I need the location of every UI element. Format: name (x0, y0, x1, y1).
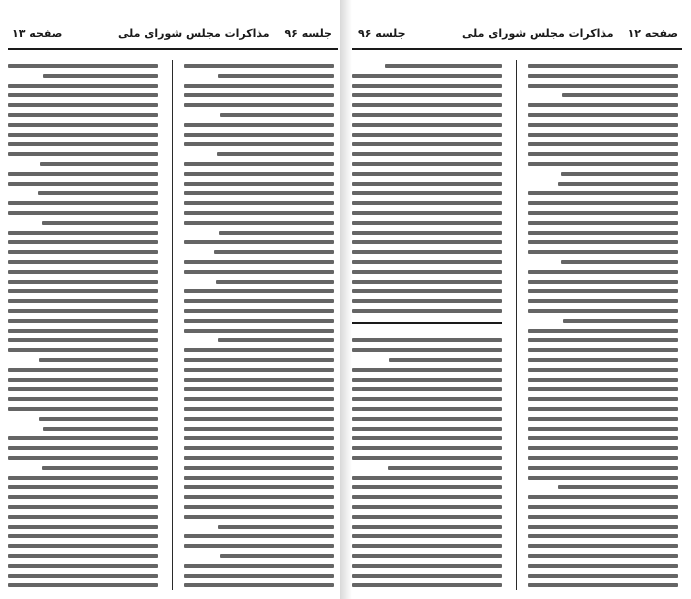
text-line-placeholder (8, 574, 158, 578)
text-line-placeholder (352, 280, 502, 284)
text-line-placeholder (352, 74, 502, 78)
text-line-placeholder (528, 446, 678, 450)
right-page-header (352, 14, 682, 50)
text-line-placeholder (352, 574, 502, 578)
text-line-placeholder (528, 348, 678, 352)
text-line-placeholder (184, 162, 334, 166)
text-line-placeholder (528, 387, 678, 391)
text-line-placeholder (352, 378, 502, 382)
text-line-placeholder (216, 280, 334, 284)
text-line-placeholder (8, 446, 158, 450)
text-line-placeholder (528, 456, 678, 460)
text-line-placeholder (528, 495, 678, 499)
text-line-placeholder (528, 289, 678, 293)
text-line-placeholder (8, 456, 158, 460)
text-line-placeholder (184, 299, 334, 303)
text-line-placeholder (352, 113, 502, 117)
text-line-placeholder (528, 299, 678, 303)
text-line-placeholder (528, 133, 678, 137)
text-line-placeholder (219, 231, 334, 235)
text-line-placeholder (562, 93, 678, 97)
text-line-placeholder (184, 485, 334, 489)
text-line-placeholder (217, 152, 334, 156)
text-line-placeholder (528, 525, 678, 529)
left-page (8, 14, 338, 594)
text-line-placeholder (528, 231, 678, 235)
text-line-placeholder (528, 103, 678, 107)
text-line-placeholder (8, 476, 158, 480)
text-line-placeholder (184, 387, 334, 391)
text-line-placeholder (352, 211, 502, 215)
text-line-placeholder (8, 485, 158, 489)
text-line-placeholder (352, 231, 502, 235)
text-line-placeholder (528, 378, 678, 382)
left-page-column-divider (172, 60, 173, 590)
text-line-placeholder (528, 152, 678, 156)
text-line-placeholder (184, 397, 334, 401)
section-divider (352, 322, 502, 324)
text-line-placeholder (352, 142, 502, 146)
text-line-placeholder (352, 348, 502, 352)
text-line-placeholder (184, 348, 334, 352)
text-line-placeholder (528, 368, 678, 372)
text-line-placeholder (8, 142, 158, 146)
text-line-placeholder (352, 133, 502, 137)
text-line-placeholder (528, 397, 678, 401)
text-line-placeholder (352, 270, 502, 274)
text-line-placeholder (561, 172, 678, 176)
text-line-placeholder (352, 93, 502, 97)
text-line-placeholder (184, 309, 334, 313)
text-line-placeholder (352, 534, 502, 538)
right-page-title: مذاکرات مجلس شورای ملی (462, 27, 614, 40)
text-line-placeholder (528, 417, 678, 421)
text-line-placeholder (528, 240, 678, 244)
text-line-placeholder (184, 172, 334, 176)
text-line-placeholder (352, 201, 502, 205)
text-line-placeholder (184, 534, 334, 538)
text-line-placeholder (8, 515, 158, 519)
text-line-placeholder (8, 338, 158, 342)
text-line-placeholder (184, 191, 334, 195)
text-line-placeholder (352, 182, 502, 186)
text-line-placeholder (184, 240, 334, 244)
text-line-placeholder (8, 182, 158, 186)
text-line-placeholder (352, 417, 502, 421)
right-page (352, 14, 682, 594)
text-line-placeholder (528, 123, 678, 127)
text-line-placeholder (352, 505, 502, 509)
text-line-placeholder (218, 525, 334, 529)
text-line-placeholder (352, 495, 502, 499)
text-line-placeholder (528, 505, 678, 509)
text-line-placeholder (8, 534, 158, 538)
text-line-placeholder (184, 564, 334, 568)
text-line-placeholder (218, 74, 334, 78)
text-line-placeholder (8, 319, 158, 323)
left-page-header (8, 14, 338, 50)
text-line-placeholder (8, 378, 158, 382)
left-page-column-left (8, 60, 158, 590)
text-line-placeholder (220, 554, 334, 558)
text-line-placeholder (352, 544, 502, 548)
text-line-placeholder (184, 211, 334, 215)
text-line-placeholder (184, 505, 334, 509)
text-line-placeholder (385, 64, 502, 68)
text-line-placeholder (528, 113, 678, 117)
text-line-placeholder (8, 397, 158, 401)
text-line-placeholder (528, 74, 678, 78)
text-line-placeholder (8, 260, 158, 264)
text-line-placeholder (38, 191, 158, 195)
text-line-placeholder (528, 515, 678, 519)
text-line-placeholder (184, 495, 334, 499)
text-line-placeholder (352, 289, 502, 293)
text-line-placeholder (352, 240, 502, 244)
text-line-placeholder (352, 485, 502, 489)
text-line-placeholder (563, 319, 678, 323)
text-line-placeholder (184, 260, 334, 264)
text-line-placeholder (528, 427, 678, 431)
text-line-placeholder (184, 319, 334, 323)
text-line-placeholder (8, 231, 158, 235)
text-line-placeholder (352, 387, 502, 391)
text-line-placeholder (352, 84, 502, 88)
text-line-placeholder (352, 221, 502, 225)
text-line-placeholder (184, 270, 334, 274)
text-line-placeholder (352, 250, 502, 254)
text-line-placeholder (8, 289, 158, 293)
text-line-placeholder (8, 172, 158, 176)
text-line-placeholder (388, 466, 502, 470)
text-line-placeholder (43, 74, 158, 78)
text-line-placeholder (528, 270, 678, 274)
text-line-placeholder (528, 191, 678, 195)
page-gutter (340, 0, 352, 599)
text-line-placeholder (528, 436, 678, 440)
text-line-placeholder (184, 378, 334, 382)
text-line-placeholder (42, 466, 158, 470)
text-line-placeholder (352, 299, 502, 303)
text-line-placeholder (8, 436, 158, 440)
text-line-placeholder (184, 182, 334, 186)
text-line-placeholder (352, 436, 502, 440)
text-line-placeholder (8, 201, 158, 205)
text-line-placeholder (184, 329, 334, 333)
text-line-placeholder (214, 250, 334, 254)
text-line-placeholder (528, 201, 678, 205)
text-line-placeholder (352, 407, 502, 411)
text-line-placeholder (8, 368, 158, 372)
text-line-placeholder (352, 368, 502, 372)
text-line-placeholder (39, 358, 158, 362)
text-line-placeholder (184, 446, 334, 450)
text-line-placeholder (528, 583, 678, 587)
text-line-placeholder (352, 338, 502, 342)
text-line-placeholder (40, 162, 158, 166)
text-line-placeholder (8, 103, 158, 107)
text-line-placeholder (352, 564, 502, 568)
text-line-placeholder (8, 123, 158, 127)
text-line-placeholder (352, 103, 502, 107)
text-line-placeholder (184, 466, 334, 470)
text-line-placeholder (218, 338, 334, 342)
text-line-placeholder (39, 417, 158, 421)
text-line-placeholder (558, 182, 678, 186)
text-line-placeholder (8, 505, 158, 509)
text-line-placeholder (352, 309, 502, 313)
text-line-placeholder (352, 427, 502, 431)
text-line-placeholder (184, 368, 334, 372)
text-line-placeholder (8, 240, 158, 244)
text-line-placeholder (528, 554, 678, 558)
left-page-number: صفحه ۱۳ (12, 27, 63, 40)
text-line-placeholder (184, 476, 334, 480)
text-line-placeholder (352, 583, 502, 587)
text-line-placeholder (528, 564, 678, 568)
text-line-placeholder (184, 427, 334, 431)
text-line-placeholder (184, 84, 334, 88)
text-line-placeholder (352, 456, 502, 460)
text-line-placeholder (528, 309, 678, 313)
text-line-placeholder (8, 309, 158, 313)
text-line-placeholder (184, 456, 334, 460)
text-line-placeholder (8, 348, 158, 352)
text-line-placeholder (184, 221, 334, 225)
left-page-session: جلسه ۹۶ (284, 27, 332, 40)
text-line-placeholder (528, 250, 678, 254)
text-line-placeholder (352, 397, 502, 401)
text-line-placeholder (528, 574, 678, 578)
text-line-placeholder (8, 564, 158, 568)
text-line-placeholder (184, 123, 334, 127)
text-line-placeholder (8, 525, 158, 529)
text-line-placeholder (184, 407, 334, 411)
text-line-placeholder (8, 329, 158, 333)
text-line-placeholder (8, 544, 158, 548)
text-line-placeholder (8, 211, 158, 215)
text-line-placeholder (8, 407, 158, 411)
text-line-placeholder (528, 211, 678, 215)
text-line-placeholder (184, 64, 334, 68)
text-line-placeholder (184, 93, 334, 97)
text-line-placeholder (561, 260, 678, 264)
text-line-placeholder (352, 152, 502, 156)
text-line-placeholder (528, 544, 678, 548)
text-line-placeholder (528, 84, 678, 88)
text-line-placeholder (8, 387, 158, 391)
right-page-number: صفحه ۱۲ (627, 27, 678, 40)
text-line-placeholder (184, 103, 334, 107)
text-line-placeholder (352, 162, 502, 166)
right-page-column-left (352, 60, 502, 590)
text-line-placeholder (528, 162, 678, 166)
text-line-placeholder (8, 554, 158, 558)
text-line-placeholder (8, 152, 158, 156)
text-line-placeholder (8, 495, 158, 499)
text-line-placeholder (184, 358, 334, 362)
text-line-placeholder (528, 476, 678, 480)
text-line-placeholder (8, 250, 158, 254)
text-line-placeholder (528, 280, 678, 284)
text-line-placeholder (352, 172, 502, 176)
left-page-column-right (184, 60, 334, 590)
text-line-placeholder (8, 270, 158, 274)
text-line-placeholder (352, 476, 502, 480)
left-page-title: مذاکرات مجلس شورای ملی (118, 27, 270, 40)
text-line-placeholder (528, 358, 678, 362)
text-line-placeholder (184, 436, 334, 440)
text-line-placeholder (528, 221, 678, 225)
text-line-placeholder (352, 260, 502, 264)
text-line-placeholder (8, 133, 158, 137)
text-line-placeholder (352, 515, 502, 519)
text-line-placeholder (8, 93, 158, 97)
text-line-placeholder (528, 329, 678, 333)
text-line-placeholder (528, 407, 678, 411)
text-line-placeholder (184, 201, 334, 205)
text-line-placeholder (558, 485, 678, 489)
text-line-placeholder (8, 84, 158, 88)
text-line-placeholder (220, 113, 334, 117)
text-line-placeholder (352, 446, 502, 450)
right-page-column-divider (516, 60, 517, 590)
text-line-placeholder (528, 64, 678, 68)
text-line-placeholder (528, 142, 678, 146)
text-line-placeholder (528, 534, 678, 538)
text-line-placeholder (352, 525, 502, 529)
text-line-placeholder (8, 64, 158, 68)
text-line-placeholder (8, 113, 158, 117)
text-line-placeholder (184, 583, 334, 587)
text-line-placeholder (184, 417, 334, 421)
text-line-placeholder (184, 574, 334, 578)
text-line-placeholder (352, 123, 502, 127)
text-line-placeholder (184, 133, 334, 137)
text-line-placeholder (42, 221, 158, 225)
text-line-placeholder (389, 358, 502, 362)
text-line-placeholder (8, 280, 158, 284)
text-line-placeholder (184, 289, 334, 293)
text-line-placeholder (184, 544, 334, 548)
text-line-placeholder (528, 338, 678, 342)
text-line-placeholder (184, 142, 334, 146)
text-line-placeholder (184, 515, 334, 519)
text-line-placeholder (352, 191, 502, 195)
text-line-placeholder (8, 299, 158, 303)
right-page-column-right (528, 60, 678, 590)
text-line-placeholder (528, 466, 678, 470)
text-line-placeholder (43, 427, 158, 431)
right-page-session: جلسه ۹۶ (358, 27, 406, 40)
text-line-placeholder (352, 554, 502, 558)
text-line-placeholder (8, 583, 158, 587)
